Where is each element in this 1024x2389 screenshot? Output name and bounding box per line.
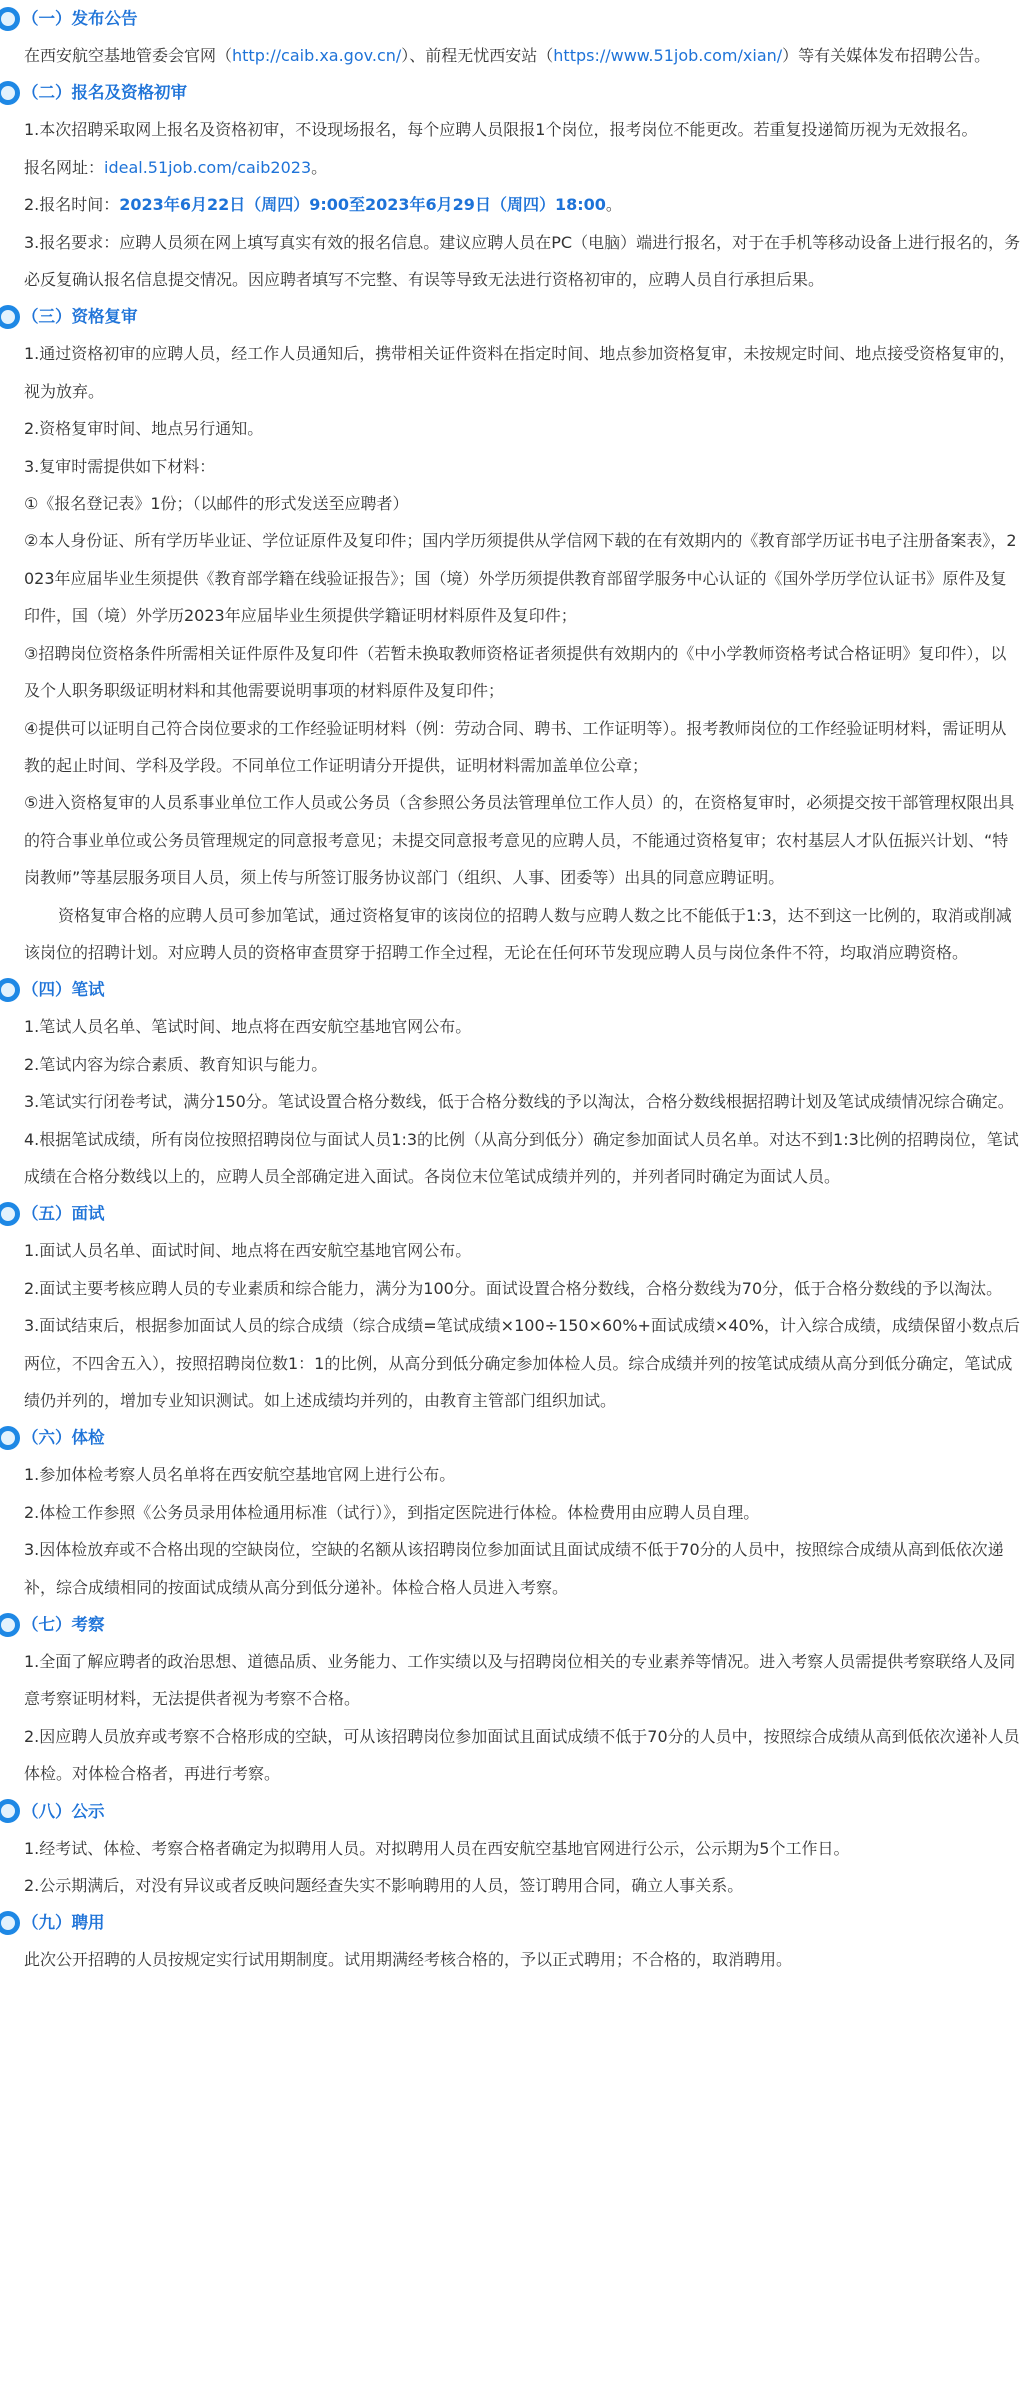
circle-bullet-icon [0, 7, 20, 31]
section-heading [0, 1195, 1024, 1232]
paragraph-text: 1.经考试、体检、考察合格者确定为拟聘用人员。对拟聘用人员在西安航空基地官网进行公示，公示期为5个工作日。 [24, 1838, 850, 1858]
section-title: （九）聘用 [22, 1913, 105, 1933]
paragraph [0, 37, 1024, 74]
paragraph-text: 1.面试人员名单、面试时间、地点将在西安航空基地官网公布。 [24, 1241, 472, 1261]
paragraph-text: 。 [605, 195, 622, 215]
paragraph [0, 111, 1024, 148]
section-heading [0, 0, 1024, 37]
paragraph-text: 在西安航空基地管委会官网（ [24, 46, 233, 65]
paragraph [0, 1083, 1024, 1120]
paragraph [0, 1867, 1024, 1904]
paragraph-text: ⑤进入资格复审的人员系事业单位工作人员或公务员（含参照公务员法管理单位工作人员）的，在资格复审时，必须提交按干部管理权限出具的符合事业单位或公务员管理规定的同意报考意见；未提交同意报考意见的应聘人员，不能通过资格复审；农村基层人才队伍振兴计划、“特岗教师”等基层服务项目人员，须上传与所签订服务协议部门（组织、人事、团委等）出具的同意应聘证明。 [24, 793, 1015, 888]
paragraph [0, 1494, 1024, 1531]
section-title: （四）笔试 [22, 980, 105, 1000]
paragraph [0, 1232, 1024, 1269]
paragraph-text: 3.因体检放弃或不合格出现的空缺岗位，空缺的名额从该招聘岗位参加面试且面试成绩不低于70分的人员中，按照综合成绩从高到低依次递补，综合成绩相同的按面试成绩从高分到低分递补。体检合格人员进入考察。 [24, 1540, 1004, 1597]
paragraph [0, 1307, 1024, 1419]
paragraph [0, 448, 1024, 485]
highlight-text: 2023年6月22日（周四）9:00至2023年6月29日（周四）18:00 [119, 195, 606, 215]
paragraph [0, 186, 1024, 223]
paragraph [0, 1270, 1024, 1307]
circle-bullet-icon [0, 305, 20, 329]
section-title: （一）发布公告 [22, 9, 138, 28]
paragraph-text: 2.资格复审时间、地点另行通知。 [24, 419, 264, 439]
section-title: （八）公示 [22, 1801, 105, 1821]
circle-bullet-icon [0, 1202, 20, 1226]
paragraph-text: 2.面试主要考核应聘人员的专业素质和综合能力，满分为100分。面试设置合格分数线，合格分数线为70分，低于合格分数线的予以淘汰。 [24, 1278, 1003, 1298]
paragraph [0, 1456, 1024, 1493]
paragraph-text: 2.体检工作参照《公务员录用体检通用标准（试行）》，到指定医院进行体检。体检费用由应聘人员自理。 [24, 1502, 760, 1522]
circle-bullet-icon [0, 978, 20, 1002]
paragraph [0, 149, 1024, 186]
paragraph [0, 1718, 1024, 1793]
paragraph-text: 1.通过资格初审的应聘人员，经工作人员通知后，携带相关证件资料在指定时间、地点参加资格复审，未按规定时间、地点接受资格复审的，视为放弃。 [24, 344, 1016, 401]
paragraph-text: ①《报名登记表》1份；（以邮件的形式发送至应聘者） [24, 494, 409, 514]
paragraph [0, 1830, 1024, 1867]
paragraph-text: 1.全面了解应聘者的政治思想、道德品质、业务能力、工作实绩以及与招聘岗位相关的专业素养等情况。进入考察人员需提供考察联络人及同意考察证明材料，无法提供者视为考察不合格。 [24, 1652, 1016, 1709]
circle-bullet-icon [0, 1911, 20, 1935]
paragraph [0, 1008, 1024, 1045]
paragraph-text: ③招聘岗位资格条件所需相关证件原件及复印件（若暂未换取教师资格证者须提供有效期内的《中小学教师资格考试合格证明》复印件），以及个人职务职级证明材料和其他需要说明事项的材料原件及复印件； [24, 643, 1007, 701]
paragraph [0, 485, 1024, 522]
paragraph [0, 710, 1024, 785]
circle-bullet-icon [0, 1613, 20, 1637]
paragraph-text: 1.笔试人员名单、笔试时间、地点将在西安航空基地官网公布。 [24, 1017, 472, 1037]
circle-bullet-icon [0, 81, 20, 105]
paragraph [0, 635, 1024, 710]
section-heading [0, 1904, 1024, 1941]
paragraph [0, 335, 1024, 410]
paragraph-text: 2.因应聘人员放弃或考察不合格形成的空缺，可从该招聘岗位参加面试且面试成绩不低于70分的人员中，按照综合成绩从高到低依次递补人员体检。对体检合格者，再进行考察。 [24, 1726, 1020, 1784]
paragraph [0, 1643, 1024, 1718]
paragraph-text: 报名网址： [24, 157, 105, 177]
section-title: （二）报名及资格初审 [22, 83, 187, 103]
section-title: （七）考察 [22, 1615, 105, 1635]
paragraph-text: 2.公示期满后，对没有异议或者反映问题经查失实不影响聘用的人员，签订聘用合同，确立人事关系。 [24, 1876, 744, 1896]
paragraph-text: 3.笔试实行闭卷考试，满分150分。笔试设置合格分数线，低于合格分数线的予以淘汰，合格分数线根据招聘计划及笔试成绩情况综合确定。 [24, 1092, 1014, 1112]
paragraph-text: 3.面试结束后，根据参加面试人员的综合成绩（综合成绩=笔试成绩×100÷150×60%+面试成绩×40%，计入综合成绩，成绩保留小数点后两位，不四舍五入），按照招聘岗位数1：1的比例，从高分到低分确定参加体检人员。综合成绩并列的按笔试成绩从高分到低分确定，笔试成绩仍并列的，增加专业知识测试。如上述成绩均并列的，由教育主管部门组织加试。 [24, 1316, 1020, 1410]
circle-bullet-icon [0, 1426, 20, 1450]
link-text[interactable]: http://caib.xa.gov.cn/ [232, 46, 402, 65]
section-title: （三）资格复审 [22, 307, 138, 327]
paragraph [0, 1121, 1024, 1196]
section-heading [0, 1793, 1024, 1830]
paragraph-text: 2.报名时间： [24, 195, 120, 215]
paragraph-text: 3.报名要求：应聘人员须在网上填写真实有效的报名信息。建议应聘人员在PC（电脑）端进行报名，对于在手机等移动设备上进行报名的，务必反复确认报名信息提交情况。因应聘者填写不完整、有误等导致无法进行资格初审的，应聘人员自行承担后果。 [24, 232, 1021, 290]
paragraph [0, 1531, 1024, 1606]
link-text[interactable]: https://www.51job.com/xian/ [553, 46, 783, 65]
paragraph-text: 资格复审合格的应聘人员可参加笔试，通过资格复审的该岗位的招聘人数与应聘人数之比不能低于1:3，达不到这一比例的，取消或削减该岗位的招聘计划。对应聘人员的资格审查贯穿于招聘工作全过程，无论在任何环节发现应聘人员与岗位条件不符，均取消应聘资格。 [24, 905, 1012, 962]
paragraph-text: 2.笔试内容为综合素质、教育知识与能力。 [24, 1054, 328, 1074]
link-text[interactable]: ideal.51job.com/caib2023 [104, 157, 312, 177]
circle-bullet-icon [0, 1799, 20, 1823]
paragraph-text: 此次公开招聘的人员按规定实行试用期制度。试用期满经考核合格的，予以正式聘用；不合格的，取消聘用。 [24, 1950, 793, 1970]
paragraph-text: 3.复审时需提供如下材料： [24, 456, 216, 476]
section-title: （五）面试 [22, 1204, 105, 1224]
section-heading [0, 298, 1024, 335]
section-heading [0, 971, 1024, 1008]
paragraph-text: 4.根据笔试成绩，所有岗位按照招聘岗位与面试人员1:3的比例（从高分到低分）确定参加面试人员名单。对达不到1:3比例的招聘岗位，笔试成绩在合格分数线以上的，应聘人员全部确定进入面试。各岗位末位笔试成绩并列的，并列者同时确定为面试人员。 [24, 1129, 1019, 1186]
paragraph [0, 784, 1024, 896]
section-title: （六）体检 [22, 1428, 105, 1448]
paragraph [0, 410, 1024, 447]
section-heading [0, 1419, 1024, 1456]
paragraph [0, 1046, 1024, 1083]
paragraph-text: 1.参加体检考察人员名单将在西安航空基地官网上进行公布。 [24, 1465, 456, 1485]
paragraph-text: ④提供可以证明自己符合岗位要求的工作经验证明材料（例：劳动合同、聘书、工作证明等）。报考教师岗位的工作经验证明材料，需证明从教的起止时间、学科及学段。不同单位工作证明请分开提供，证明材料需加盖单位公章； [24, 718, 1007, 775]
section-heading [0, 74, 1024, 111]
paragraph [0, 224, 1024, 299]
paragraph [0, 522, 1024, 634]
section-heading [0, 1606, 1024, 1643]
paragraph-text: ②本人身份证、所有学历毕业证、学位证原件及复印件；国内学历须提供从学信网下载的在有效期内的《教育部学历证书电子注册备案表》，2023年应届毕业生须提供《教育部学籍在线验证报告》；国（境）外学历须提供教育部留学服务中心认证的《国外学历学位认证书》原件及复印件，国（境）外学历2023年应届毕业生须提供学籍证明材料原件及复印件； [24, 531, 1017, 626]
paragraph-text: ）、前程无忧西安站（ [401, 46, 554, 65]
paragraph-text: 。 [311, 157, 328, 177]
paragraph-text: 1.本次招聘采取网上报名及资格初审，不设现场报名，每个应聘人员限报1个岗位，报考岗位不能更改。若重复投递简历视为无效报名。 [24, 120, 978, 140]
paragraph [0, 1941, 1024, 1978]
paragraph-text: ）等有关媒体发布招聘公告。 [782, 46, 991, 65]
paragraph [0, 897, 1024, 972]
